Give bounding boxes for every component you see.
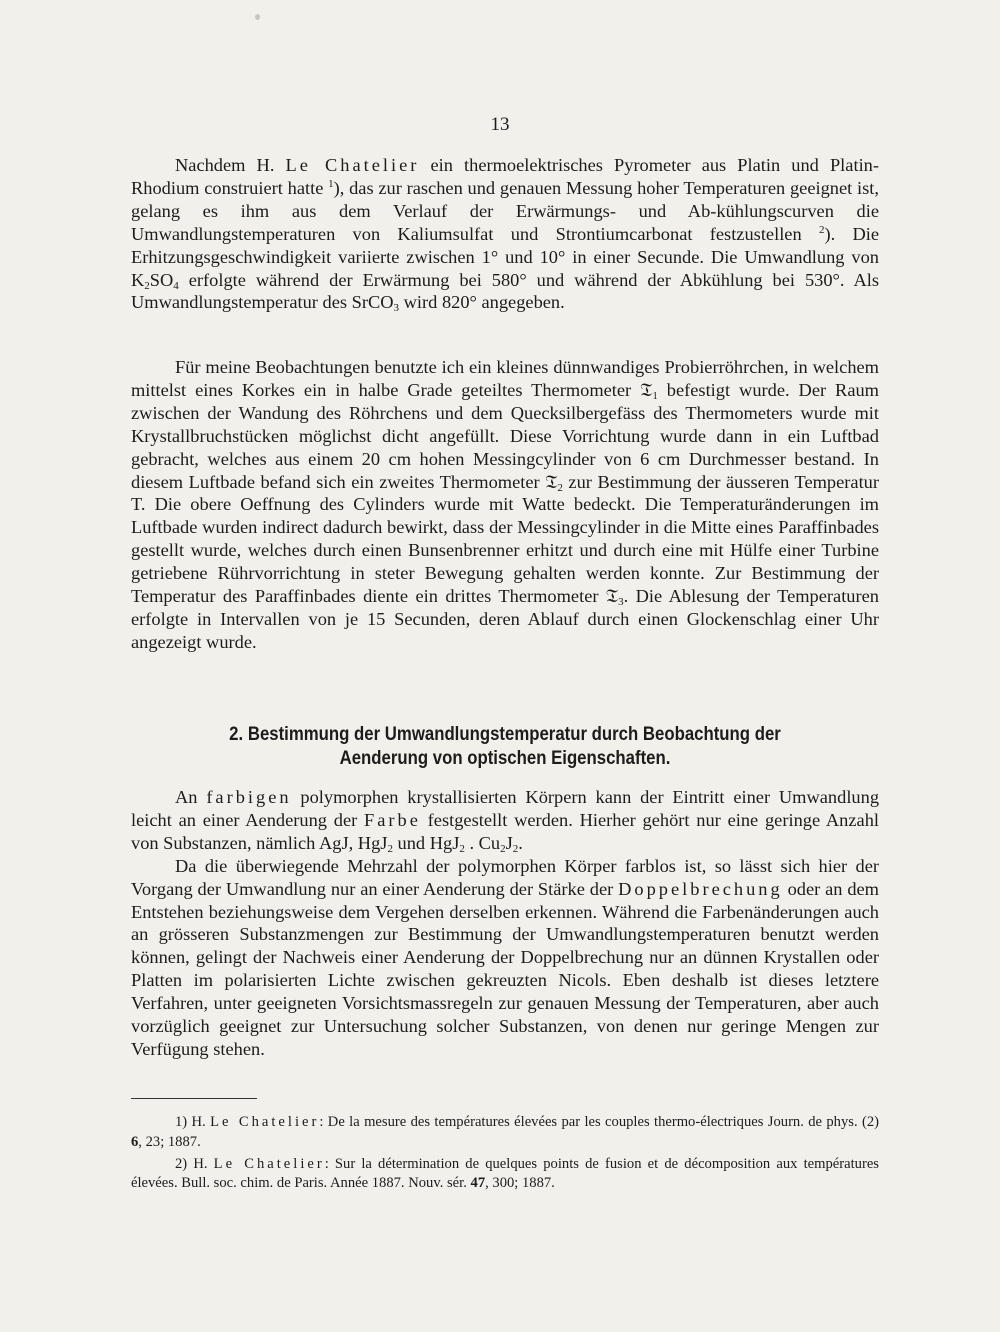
text-run: und HgJ [392,832,460,853]
heading-line: 2. Bestimmung der Umwandlungstemperatur durch Beobachtung der [229,723,781,745]
text-run: Nachdem H. [175,155,286,175]
subscript: 2 [500,842,506,855]
author-name: Le Chatelier [285,155,420,175]
page-number: 13 [490,114,510,135]
text-run: J [505,832,513,853]
author-name: Le Chatelier [210,1114,320,1130]
subscript: 1 [652,389,658,402]
text-run: . Cu [464,832,501,853]
section-heading [183,722,826,770]
footnote-ref: 2 [818,223,825,236]
heading-line: Aenderung von optischen Eigenschaften. [339,747,671,769]
volume-number: 6 [131,1133,139,1150]
emphasis: Farbe [364,809,421,830]
text-run: 1) H. [175,1114,211,1130]
text-run: . [518,832,523,853]
text-run: oder an dem Entstehen beziehungsweise dem Vergehen derselben erkennen. Während die Farbenänderungen auch an grösseren Substanzmengen zur Bestimmung der Umwandlungstemperaturen benutzt werden können, gelingt der Nachweis einer Aenderung der Doppelbrechung nur an dünnen Krystallen oder Platten im polarisierten Lichte zwischen gekreuzten Nicols. Eben deshalb ist dieses letztere Verfahren, unter geeigneten Vorsichtsmassregeln zur genauen Messung der Temperaturen, aber auch vorzüglich geeignet zur Untersuchung solcher Substanzen, von denen nur geringe Mengen zur Verfügung stehen. [131,878,879,1059]
footnote-separator [131,1098,257,1099]
subscript: 3 [618,596,624,609]
text-run: zur Bestimmung der äusseren Temperatur T. Die obere Oeffnung des Cylinders wurde mit Watte bedeckt. Die Temperaturänderungen im Luftbade wurden indirect dadurch bewirkt, dass der Messingcylinder in die Mitte eines Paraffinbades gestellt wurde, welches durch einen Bunsenbrenner erhitzt und durch eine mit Hülfe einer Turbine getriebene Rührvorrichtung in steter Bewegung gehalten werden konnte. Zur Bestimmung der Temperatur des Paraffinbades diente ein drittes Thermometer 𝔗 [131,471,879,607]
text-run: ein thermoelektrisches Pyrometer aus Platin und Platin-Rhodium construiert hatte [131,155,879,198]
subscript: 4 [173,279,179,292]
volume-number: 47 [470,1175,486,1192]
footnotes [131,1113,879,1196]
subscript: 2 [459,842,465,855]
text-run: befestigt wurde. Der Raum zwischen der Wandung des Röhrchens und dem Quecksilbergefäss des Thermometers wurde mit Krystallbruchstücken möglichst dicht angefüllt. Diese Vorrichtung wurde dann in ein Luftbad gebracht, welches aus einem 20 cm hohen Messingcylinder von 6 cm Durchmesser bestand. In diesem Luftbade befand sich ein zweites Thermometer 𝔗 [131,379,879,492]
author-name: Le Chatelier [213,1155,325,1172]
text-run: Für meine Beobachtungen benutzte ich ein kleines dünnwandiges Probierröhrchen, in welchem mittelst eines Korkes ein in halbe Grade geteiltes Thermometer 𝔗 [131,357,879,400]
text-run: polymorphen krystallisierten Körpern kann der Eintritt einer Umwandlung leicht an einer Aenderung der [131,787,880,830]
subscript: 2 [387,842,393,855]
text-run: , 23; 1887. [138,1133,201,1150]
body-text-section-3 [131,786,879,1061]
footnote-ref: 1 [328,177,334,190]
text-run: festgestellt werden. Hierher gehört nur eine geringe Anzahl von Substanzen, nämlich AgJ, HgJ [131,809,879,853]
footnote-2 [131,1155,879,1195]
text-run: SO [149,269,174,290]
paragraph-birefringence [131,855,879,1061]
text-run: 2) H. [175,1155,214,1172]
text-run: ), das zur raschen und genauen Messung hoher Temperaturen geeignet ist, gelang es ihm aus dem Verlauf der Erwärmungs- und Ab-kühlungscurven die Umwandlungstemperaturen von Kaliumsulfat und Strontiumcarbonat festzustellen [131,177,880,244]
footnote-1 [131,1113,879,1153]
paragraph-colored-crystals [131,786,879,855]
subscript: 2 [557,481,563,494]
subscript: 2 [144,279,150,292]
paragraph-pyrometer [131,154,879,314]
text-run: wird 820° angegeben. [399,292,565,313]
text-run: erfolgte während der Erwärmung bei 580° und während der Abkühlung bei 530°. Als Umwandlungstemperatur des SrCO [131,269,879,313]
subscript: 3 [393,302,400,315]
text-run: An [175,787,207,807]
paragraph-apparatus [131,356,879,654]
body-text-section-1 [131,154,879,314]
text-run: Da die überwiegende Mehrzahl der polymorphen Körper farblos ist, so lässt sich hier der Vorgang der Umwandlung nur an einer Aenderung der Stärke der [131,855,879,899]
emphasis: farbigen [206,787,292,807]
text-run: : Sur la détermination de quelques points de fusion et de décomposition aux températures élevées. Bull. soc. chim. de Paris. Année 1887. Nouv. sér. [131,1155,879,1192]
text-run: : De la mesure des températures élevées par les couples thermo-électriques Journ. de phys. (2) [319,1114,879,1130]
text-run: , 300; 1887. [485,1175,555,1192]
body-text-section-2 [131,356,879,654]
paper-speck [255,14,260,20]
text-run: . Die Ablesung der Temperaturen erfolgte in Intervallen von je 15 Secunden, deren Ablauf durch einen Glockenschlag einer Uhr angezeigt wurde. [131,586,879,652]
text-run: ). Die Erhitzungsgeschwindigkeit variierte zwischen 1° und 10° in einer Secunde. Die Umwandlung von K [131,223,880,290]
emphasis: Doppelbrechung [618,878,783,899]
subscript: 2 [512,842,519,855]
